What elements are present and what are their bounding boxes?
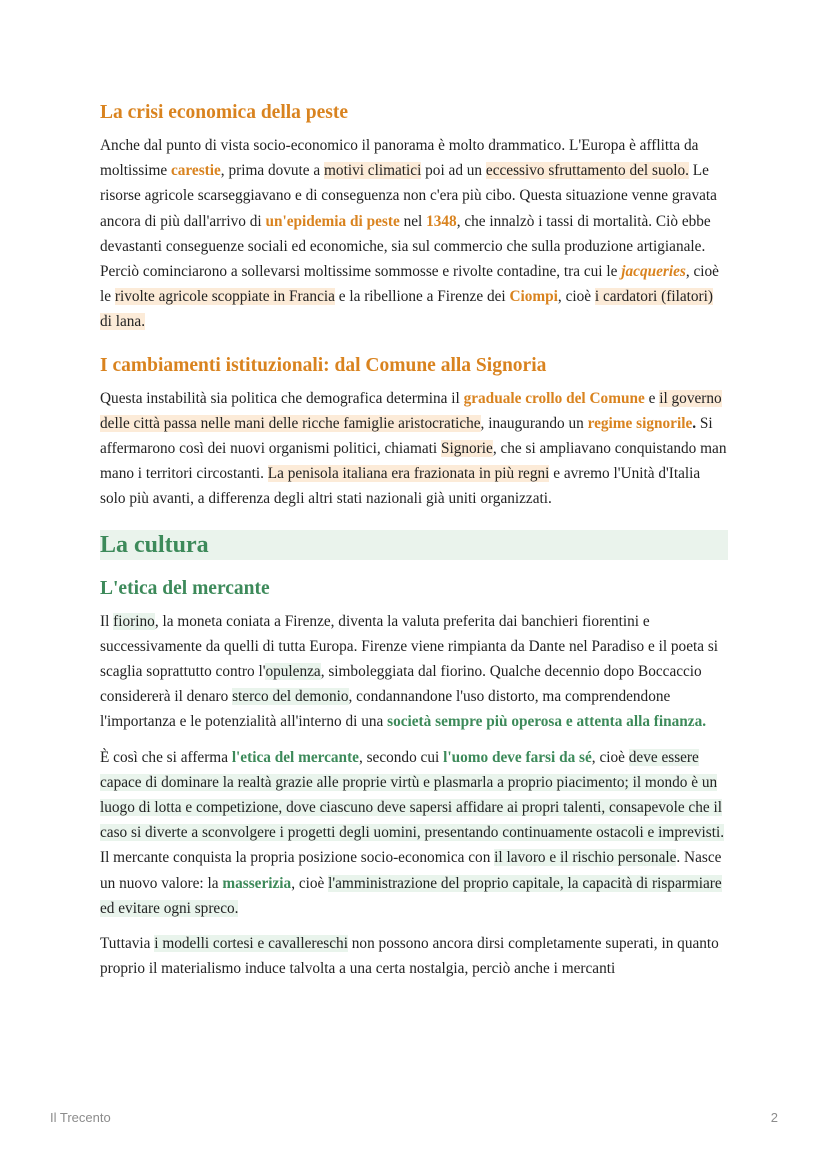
- highlight-motivi-climatici: motivi climatici: [324, 162, 422, 180]
- section-title-culture: La cultura: [100, 530, 728, 560]
- text-run: , cioè: [591, 748, 629, 766]
- text-run: nel: [399, 212, 427, 230]
- footer-page-number: 2: [770, 1110, 778, 1125]
- text-run: e: [644, 389, 660, 407]
- text-run: Tuttavia: [100, 935, 155, 953]
- keyword-societa-operosa: società sempre più operosa e attenta alla finanza.: [387, 713, 707, 731]
- section-heading-plague: La crisi economica della peste: [100, 102, 349, 123]
- text-run: .: [692, 414, 697, 432]
- highlight-fiorino: fiorino: [113, 612, 155, 630]
- highlight-modelli-cortesi: i modelli cortesi e cavallereschi: [154, 935, 348, 953]
- highlight-lavoro-rischio: il lavoro e il rischio personale: [494, 849, 677, 867]
- keyword-farsi-da-se: l'uomo deve farsi da sé: [443, 748, 592, 766]
- text-run: , cioè le: [100, 263, 719, 306]
- text-run: , cioè: [557, 288, 595, 306]
- text-run: È così che si afferma: [100, 748, 232, 766]
- page-content: [100, 100, 728, 981]
- text-run: Anche dal punto di vista socio-economico il panorama è molto drammatico. L'Europa è afflitta da moltissime: [100, 137, 699, 180]
- text-run: Questa instabilità sia politica che demografica determina il: [100, 389, 464, 407]
- text-run: , simboleggiata dal fiorino. Qualche decennio dopo Boccaccio considererà il denaro: [100, 663, 702, 706]
- text-run: Si affermarono così dei nuovi organismi politici, chiamati: [100, 414, 713, 458]
- section-heading-merchant: L'etica del mercante: [100, 577, 270, 599]
- text-run: , cioè: [291, 874, 329, 892]
- keyword-etica-mercante: l'etica del mercante: [231, 748, 359, 766]
- highlight-cardatori: i cardatori (filatori) di lana.: [100, 288, 713, 331]
- text-run: , prima dovute a: [220, 162, 325, 180]
- keyword-crollo-comune: graduale crollo del Comune: [463, 389, 645, 407]
- highlight-signorie: Signorie: [440, 440, 493, 458]
- highlight-rivolte-agricole: rivolte agricole scoppiate in Francia: [114, 288, 335, 306]
- paragraph-plague: [100, 133, 728, 335]
- text-run: , secondo cui: [358, 748, 444, 766]
- text-run: . Nasce un nuovo valore: la: [100, 849, 722, 892]
- keyword-masserizia: masserizia: [222, 874, 292, 892]
- paragraph-institutions: [100, 386, 728, 512]
- text-run: Il: [100, 612, 114, 630]
- text-run: Il mercante conquista la propria posizione socio-economica con: [100, 849, 495, 867]
- text-run: Le risorse agricole scarseggiavano e di conseguenza non c'era più cibo. Questa situazione venne gravata ancora di più dall'arrivo di: [100, 162, 717, 230]
- highlight-governo-citta: il governo delle città passa nelle mani delle ricche famiglie aristocratiche: [100, 389, 722, 432]
- highlight-dominare-realta: deve essere capace di dominare la realtà grazie alle proprie virtù e plasmarla a proprio piacimento; il mondo è un luogo di lotta e competizione, dove ciascuno deve sapersi affidare ai propri talenti, consapevole che il caso si diverte a sconvolgere i progetti degli uomini, presentando continuamente ostacoli e imprevisti.: [100, 748, 725, 842]
- text-run: , la moneta coniata a Firenze, diventa la valuta preferita dai banchieri fiorentini e successivamente da quelli di tutta Europa. Firenze viene rimpianta da Dante nel Paradiso e il poeta si scaglia soprattutto contro l': [100, 612, 719, 681]
- keyword-1348: 1348: [426, 212, 457, 230]
- paragraph-fiorino: [100, 609, 728, 735]
- section-heading-institutions: I cambiamenti istituzionali: dal Comune alla Signoria: [100, 354, 547, 376]
- keyword-regime-signorile: regime signorile: [587, 414, 693, 432]
- keyword-carestie: carestie: [170, 162, 221, 180]
- text-run: , che si ampliavano conquistando man mano i territori circostanti.: [100, 440, 727, 483]
- paragraph-etica-mercante: [100, 745, 728, 921]
- text-run: , inaugurando un: [480, 414, 588, 432]
- highlight-amministrazione: l'amministrazione del proprio capitale, la capacità di risparmiare ed evitare ogni spreco.: [100, 874, 722, 917]
- highlight-sfruttamento: eccessivo sfruttamento del suolo.: [485, 162, 689, 180]
- keyword-ciompi: Ciompi: [509, 288, 558, 306]
- text-run: , condannandone l'uso distorto, ma comprendendone l'importanza e le potenzialità all'interno di una: [100, 688, 671, 731]
- keyword-jacqueries: jacqueries: [621, 263, 686, 281]
- text-run: non possono ancora dirsi completamente superati, in quanto proprio il materialismo induce talvolta a una certa nostalgia, perciò anche i mercanti: [100, 935, 719, 978]
- footer-document-title: Il Trecento: [50, 1110, 111, 1125]
- highlight-opulenza: opulenza: [265, 663, 321, 681]
- paragraph-modelli-cortesi: [100, 931, 728, 981]
- text-run: , che innalzò i tassi di mortalità. Ciò ebbe devastanti conseguenze sociali ed economiche, sia sul commercio che sulla produzione artigianale. Perciò cominciarono a sollevarsi moltissime sommosse e rivolte contadine, tra cui le: [100, 212, 711, 281]
- text-run: e la ribellione a Firenze dei: [334, 288, 510, 306]
- text-run: e avremo l'Unità d'Italia solo più avanti, a differenza degli altri stati nazionali già uniti organizzati.: [100, 465, 701, 508]
- keyword-epidemia: un'epidemia di peste: [265, 212, 400, 230]
- highlight-penisola: La penisola italiana era frazionata in più regni: [267, 465, 550, 483]
- text-run: poi ad un: [421, 162, 486, 180]
- highlight-sterco: sterco del demonio: [232, 688, 349, 706]
